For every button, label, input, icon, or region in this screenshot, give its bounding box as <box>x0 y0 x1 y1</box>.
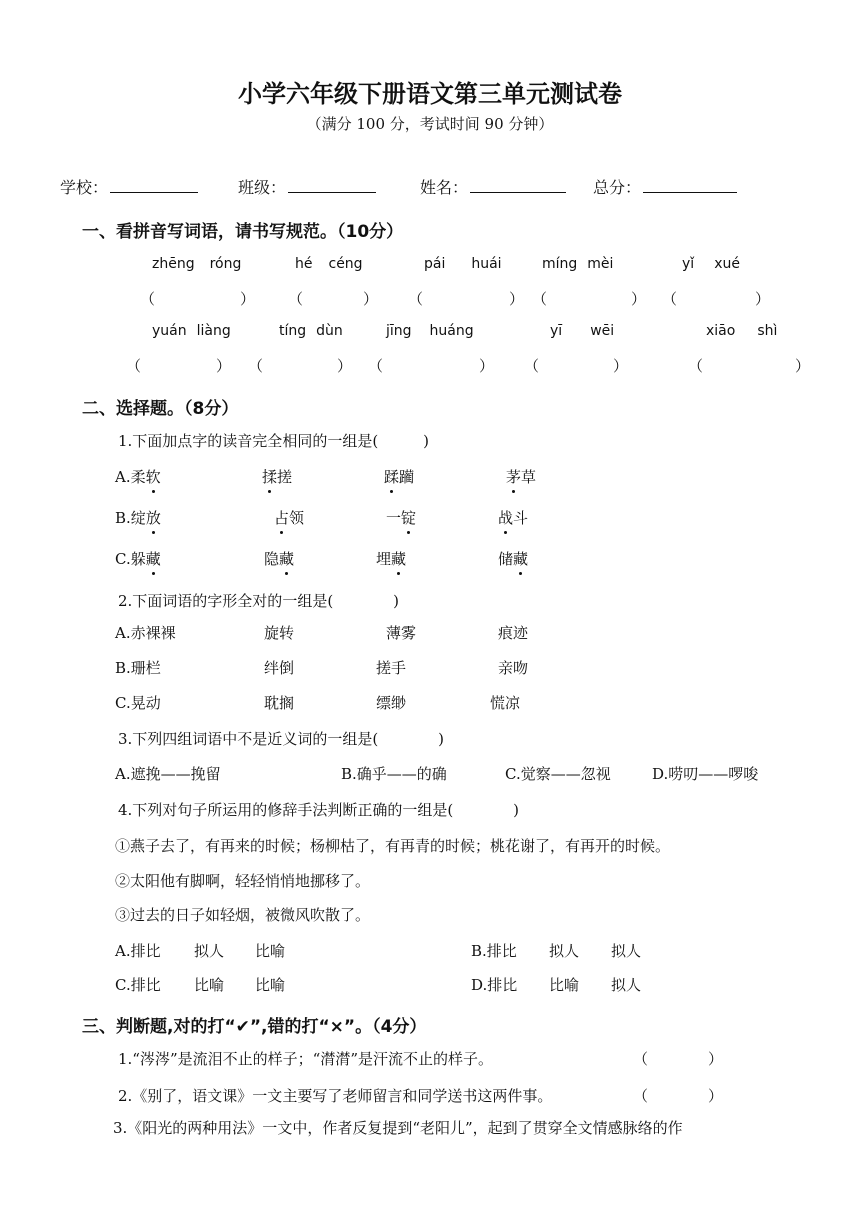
question-3-stem: 3.下列四组词语中不是近义词的一组是( ) <box>118 730 445 748</box>
q2-c-word-4: 慌凉 <box>490 694 521 712</box>
q1-a-word-3: 蹂躏 <box>384 468 415 486</box>
q2-a-word-3: 薄雾 <box>386 624 417 642</box>
answer-box-2-1[interactable]: （ ） <box>126 357 232 375</box>
answer-box-1-2[interactable]: （ ） <box>288 290 379 308</box>
page-subtitle: （满分 100 分，考试时间 90 分钟） <box>306 115 554 133</box>
q2-b-word-2: 绊倒 <box>264 659 295 677</box>
pinyin-1-3: pái huái <box>424 256 502 272</box>
page-title: 小学六年级下册语文第三单元测试卷 <box>238 80 622 108</box>
answer-box-2-5[interactable]: （ ） <box>688 357 811 375</box>
q4-b-word-2: 拟人 <box>549 942 580 960</box>
q4-c-word-3: 比喻 <box>255 976 286 994</box>
total-blank[interactable] <box>643 175 737 193</box>
q4-c-word-2: 比喻 <box>194 976 225 994</box>
q1-c-word-3: 埋藏 <box>376 550 407 568</box>
pinyin-1-4: míng mèi <box>542 256 614 272</box>
class-field[interactable]: 班级： <box>238 175 376 198</box>
q3-option-b[interactable]: B.确乎——的确 <box>341 765 447 783</box>
q2-a-word-2: 旋转 <box>264 624 295 642</box>
q4-option-b[interactable]: B.排比 <box>471 942 517 960</box>
pinyin-2-1: yuán liàng <box>152 323 231 339</box>
pinyin-1-2: hé céng <box>295 256 363 272</box>
school-field[interactable]: 学校： <box>60 175 198 198</box>
q3-option-c[interactable]: C.觉察——忽视 <box>505 765 611 783</box>
answer-box-2-3[interactable]: （ ） <box>368 357 495 375</box>
answer-box-2-2[interactable]: （ ） <box>248 357 353 375</box>
q1-option-c[interactable]: C.躲藏 <box>115 550 161 568</box>
question-2-stem: 2.下面词语的字形全对的一组是( ) <box>118 592 400 610</box>
q2-b-word-3: 搓手 <box>376 659 407 677</box>
q4-d-word-2: 比喻 <box>549 976 580 994</box>
judge-item-2: 2.《别了，语文课》一文主要写了老师留言和同学送书这两件事。 <box>118 1087 553 1105</box>
q4-option-a[interactable]: A.排比 <box>115 942 161 960</box>
q4-sentence-3: ③过去的日子如轻烟，被微风吹散了。 <box>115 906 371 924</box>
q3-option-a[interactable]: A.遮挽——挽留 <box>115 765 221 783</box>
judge-answer-1[interactable]: （ ） <box>633 1050 724 1068</box>
q4-option-c[interactable]: C.排比 <box>115 976 161 994</box>
q4-a-word-2: 拟人 <box>194 942 225 960</box>
q2-a-word-4: 痕迹 <box>498 624 529 642</box>
q4-b-word-3: 拟人 <box>611 942 642 960</box>
section-1-heading: 一、看拼音写词语，请书写规范。（10分） <box>82 222 404 242</box>
q2-option-a[interactable]: A.赤裸裸 <box>115 624 176 642</box>
answer-box-1-1[interactable]: （ ） <box>140 290 256 308</box>
q1-b-word-2: 占领 <box>274 509 305 527</box>
judge-answer-2[interactable]: （ ） <box>633 1087 724 1105</box>
section-2-heading: 二、选择题。（8分） <box>82 399 239 419</box>
q1-b-word-3: 一锭 <box>386 509 417 527</box>
name-blank[interactable] <box>470 175 566 193</box>
school-blank[interactable] <box>110 175 198 193</box>
q4-d-word-3: 拟人 <box>611 976 642 994</box>
q4-option-d[interactable]: D.排比 <box>471 976 518 994</box>
name-field[interactable]: 姓名： <box>420 175 566 198</box>
q1-b-word-4: 战斗 <box>498 509 529 527</box>
q2-option-c[interactable]: C.晃动 <box>115 694 161 712</box>
q4-sentence-2: ②太阳他有脚啊，轻轻悄悄地挪移了。 <box>115 872 371 890</box>
q1-c-word-2: 隐藏 <box>264 550 295 568</box>
q1-c-word-4: 储藏 <box>498 550 529 568</box>
section-3-heading: 三、判断题,对的打“✔”,错的打“×”。（4分） <box>82 1017 427 1037</box>
pinyin-1-5: yǐ xué <box>682 256 740 272</box>
question-1-stem: 1.下面加点字的读音完全相同的一组是( ) <box>118 432 430 450</box>
answer-box-1-3[interactable]: （ ） <box>408 290 525 308</box>
q3-option-d[interactable]: D.唠叨——啰唆 <box>652 765 759 783</box>
q2-b-word-4: 亲吻 <box>498 659 529 677</box>
pinyin-2-3: jīng huáng <box>386 323 474 339</box>
judge-item-1: 1.“涔涔”是流泪不止的样子；“潸潸”是汗流不止的样子。 <box>118 1050 493 1068</box>
judge-item-3: 3.《阳光的两种用法》一文中，作者反复提到“老阳儿”，起到了贯穿全文情感脉络的作 <box>113 1119 683 1137</box>
answer-box-2-4[interactable]: （ ） <box>524 357 629 375</box>
q2-c-word-2: 耽搁 <box>264 694 295 712</box>
question-4-stem: 4.下列对句子所运用的修辞手法判断正确的一组是( ) <box>118 801 520 819</box>
pinyin-2-5: xiāo shì <box>706 323 778 339</box>
pinyin-2-2: tíng dùn <box>279 323 343 339</box>
answer-box-1-4[interactable]: （ ） <box>532 290 647 308</box>
q1-option-b[interactable]: B.绽放 <box>115 509 161 527</box>
answer-box-1-5[interactable]: （ ） <box>662 290 771 308</box>
q2-c-word-3: 缥缈 <box>376 694 407 712</box>
pinyin-1-1: zhēng róng <box>152 256 242 272</box>
q4-a-word-3: 比喻 <box>255 942 286 960</box>
q1-a-word-2: 揉搓 <box>262 468 293 486</box>
total-field[interactable]: 总分： <box>593 175 737 198</box>
q4-sentence-1: ①燕子去了，有再来的时候；杨柳枯了，有再青的时候；桃花谢了，有再开的时候。 <box>115 837 671 855</box>
q1-option-a[interactable]: A.柔软 <box>115 468 161 486</box>
class-blank[interactable] <box>288 175 376 193</box>
q1-a-word-4: 茅草 <box>506 468 537 486</box>
pinyin-2-4: yī wēi <box>550 323 615 339</box>
q2-option-b[interactable]: B.珊栏 <box>115 659 161 677</box>
